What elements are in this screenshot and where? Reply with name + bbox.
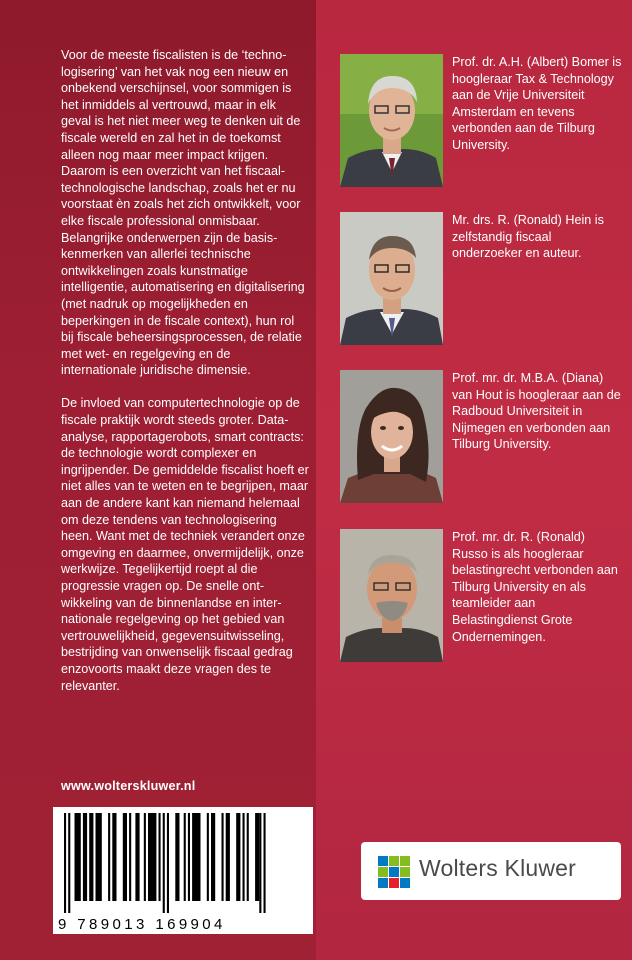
wolters-kluwer-mark-icon [378, 856, 410, 888]
barcode-bar [108, 813, 110, 901]
barcode-bar [129, 813, 131, 901]
publisher-website: www.wolterskluwer.nl [61, 779, 196, 793]
barcode-bar [184, 813, 186, 901]
barcode-bar [135, 813, 139, 901]
barcode-bar [123, 813, 127, 901]
barcode-bar [144, 813, 146, 901]
author-photo-hein [340, 212, 443, 345]
author-bio-russo: Prof. mr. dr. R. (Ronald) Russo is als hoogleraar belastingrecht verbonden aan Tilburg University en als teamleider aan Belastingdienst Grote Ondernemingen. [452, 530, 618, 644]
barcode-bar [264, 813, 266, 913]
isbn-number: 9 789013 169904 [58, 916, 226, 933]
barcode-bar [207, 813, 209, 901]
author-photo-bomer [340, 54, 443, 187]
barcode-bar [247, 813, 249, 901]
publisher-logo [361, 842, 621, 900]
barcode-bar [89, 813, 93, 901]
blurb-paragraph-2: Belangrijke onderwerpen zijn de basiskenmerken van allerlei technische ontwikkelingen zoals kunstmatige intelligentie, automatisering en digitalisering (met nadruk op mogelijkheden en beperkingen in de fiscale context), hun rol bij fiscale beheersingsprocessen, de relatie met wet- en regelgeving en de internationale juridische dimensie. [61, 230, 305, 378]
barcode-bar [75, 813, 81, 901]
barcode-bar [163, 813, 165, 913]
blurb-paragraph-3: De invloed van computertechnologie op de fiscale praktijk wordt steeds groter. Data-analyse, rapportagerobots, smart contracts: de technologie wordt complexer en ingrijpender. De gemiddelde fiscalist hoeft er niet alles van te weten en te begrijpen, maar aan de andere kant kan niemand helemaal om deze tendens van technologisering heen. Want met de techniek verandert onze omgeving en daarmee, onvermijdelijk, onze werkwijze. Tegelijkertijd roept al die progressie vragen op. De snelle ontwikkeling van de binnenlandse en internationale regelgeving op het gebied van vertrouwelijkheid, gegevensuitwisseling, bestrijding van onwenselijk fiscaal gedrag enzovoorts maakt deze vragen des te relevanter. [61, 396, 309, 693]
barcode-bar [148, 813, 156, 901]
barcode-bar [64, 813, 66, 913]
barcode-bar [159, 813, 161, 901]
blurb-paragraph-1: Voor de meeste fiscalisten is de ‘technologisering’ van het vak nog een nieuw en onbekend verschijnsel, voor sommigen is het inmiddels al vertrouwd, maar in elk geval is het niet meer weg te denken uit de fiscale wereld en zal het in de toekomst alleen nog maar meer impact krijgen. Daarom is een overzicht van het fiscaal-technologische landschap, zoals het er nu voorstaat èn zoals het zich ontwikkelt, voor elke fiscale professional onmisbaar. [61, 48, 301, 228]
barcode-bar [211, 813, 215, 901]
barcode-bar [243, 813, 245, 901]
barcode-bar [259, 813, 261, 913]
author-bio-hein: Mr. drs. R. (Ronald) Hein is zelfstandig fiscaal onderzoeker en auteur. [452, 213, 604, 261]
barcode-bar [236, 813, 240, 901]
author-photo-van-hout [340, 370, 443, 503]
barcode-bar [83, 813, 87, 901]
barcode-bar [188, 813, 190, 901]
barcode-bar [112, 813, 116, 901]
barcode-bar [192, 813, 200, 901]
barcode-bar [222, 813, 224, 901]
barcode-bar [96, 813, 102, 901]
author-bio-van-hout: Prof. mr. dr. M.B.A. (Diana) van Hout is hoogleraar aan de Radboud Universiteit in Nijmegen en verbonden aan Tilburg University. [452, 371, 621, 452]
barcode-bars [60, 813, 306, 913]
barcode-bar [167, 813, 169, 913]
publisher-name: Wolters Kluwer [419, 855, 577, 881]
barcode-bar [255, 813, 259, 901]
author-bio-bomer: Prof. dr. A.H. (Albert) Bomer is hoogleraar Tax & Technology aan de Vrije Universiteit Amsterdam en tevens verbonden aan de Tilburg University. [452, 55, 622, 152]
barcode-bar [68, 813, 70, 913]
book-blurb [61, 47, 309, 694]
isbn-barcode [53, 807, 313, 934]
barcode-bar [175, 813, 179, 901]
barcode-bar [226, 813, 230, 901]
author-photo-russo [340, 529, 443, 662]
